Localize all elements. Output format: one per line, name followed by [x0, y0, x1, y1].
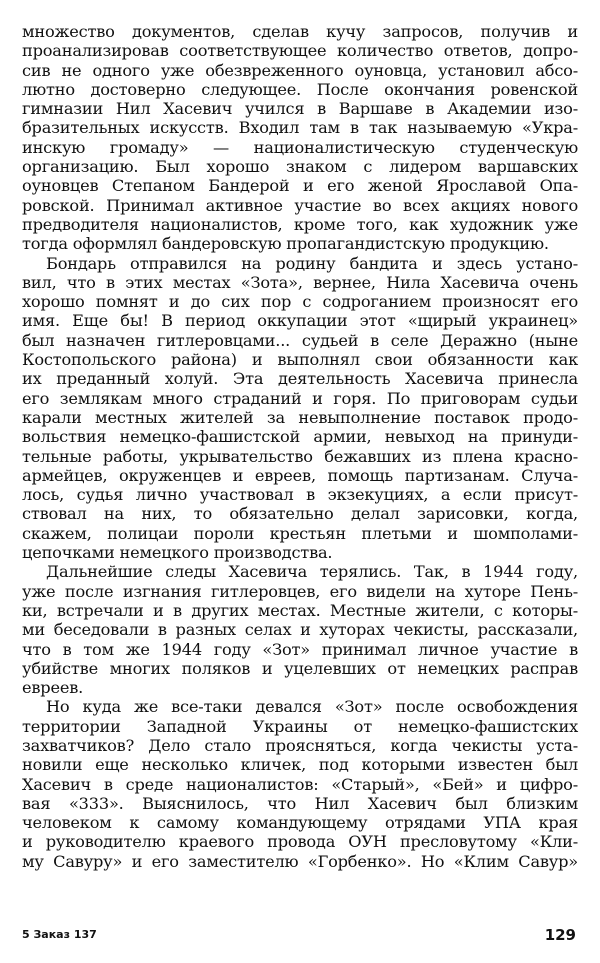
text-line: цепочками немецкого производства.: [22, 543, 333, 563]
text-line: вольствия немецко-фашистской армии, невыход на принуди-: [22, 427, 578, 447]
paragraph: [22, 22, 578, 254]
text-line: новили еще несколько кличек, под которыми известен был: [22, 755, 578, 775]
text-line: му Савуру» и его заместителю «Горбенко». Но «Клим Савур»: [22, 851, 578, 871]
text-line: захватчиков? Дело стало проясняться, когда чекисты уста-: [22, 735, 578, 755]
text-line: имя. Еще бы! В период оккупации этот «щирый украинец»: [22, 311, 578, 331]
text-line: евреев.: [22, 678, 84, 698]
body-text: [22, 22, 578, 871]
text-line: их преданный холуй. Эта деятельность Хасевича принесла: [22, 369, 578, 389]
paragraph: [22, 697, 578, 871]
text-line: проанализировав соответствующее количество ответов, допро-: [22, 41, 578, 61]
text-line: что в том же 1944 году «Зот» принимал личное участие в: [22, 639, 578, 659]
text-line: его землякам много страданий и горя. По приговорам судьи: [22, 388, 578, 408]
text-line: предводителя националистов, кроме того, как художник уже: [22, 214, 578, 234]
text-line: убийстве многих поляков и уцелевших от немецких расправ: [22, 658, 578, 678]
text-line: человеком к самому командующему отрядами УПА края: [22, 813, 578, 833]
text-line: и руководителю краевого провода ОУН пресловутому «Кли-: [22, 832, 578, 852]
text-line: ровской. Принимал активное участие во всех акциях нового: [22, 195, 578, 215]
text-line: Хасевич в среде националистов: «Старый», «Бей» и цифро-: [22, 774, 578, 794]
text-line: армейцев, окруженцев и евреев, помощь партизанам. Случа-: [22, 465, 578, 485]
text-line: вил, что в этих местах «Зота», вернее, Нила Хасевича очень: [22, 272, 578, 292]
text-line: инскую громаду» — националистическую студенческую: [22, 137, 578, 157]
text-line: ствовал на них, то обязательно делал зарисовки, когда,: [22, 504, 578, 524]
text-line: лось, судья лично участвовал в экзекуциях, а если присут-: [22, 485, 578, 505]
text-line: тельные работы, укрывательство бежавших из плена красно-: [22, 446, 578, 466]
text-line: гимназии Нил Хасевич учился в Варшаве в Академии изо-: [22, 99, 578, 119]
text-line: сив не одного уже обезвреженного оуновца, установил абсо-: [22, 60, 578, 80]
paragraph: [22, 254, 578, 563]
page-number: 129: [544, 926, 576, 944]
text-line: Дальнейшие следы Хасевича терялись. Так, в 1944 году,: [46, 562, 578, 582]
text-line: территории Западной Украины от немецко-фашистских: [22, 716, 578, 736]
text-line: хорошо помнят и до сих пор с содроганием произносят его: [22, 292, 578, 312]
text-line: скажем, полицаи пороли крестьян плетьми и шомполами-: [22, 523, 578, 543]
text-line: был назначен гитлеровцами... судьей в селе Деражно (ныне: [22, 330, 578, 350]
text-line: бразительных искусств. Входил там в так называемую «Укра-: [22, 118, 578, 138]
text-line: Но куда же все-таки девался «Зот» после освобождения: [46, 697, 578, 717]
text-line: тогда оформлял бандеровскую пропагандистскую продукцию.: [22, 234, 549, 254]
text-line: множество документов, сделав кучу запросов, получив и: [22, 22, 578, 41]
text-line: уже после изгнания гитлеровцев, его видели на хуторе Пень-: [22, 581, 578, 601]
text-line: организацию. Был хорошо знаком с лидером варшавских: [22, 157, 578, 177]
printer-signature-mark: 5 Заказ 137: [22, 928, 97, 941]
text-line: лютно достоверно следующее. После окончания ровенской: [22, 79, 578, 99]
paragraph: [22, 562, 578, 697]
text-line: Бондарь отправился на родину бандита и здесь устано-: [46, 253, 578, 273]
text-line: ки, встречали и в других местах. Местные жители, с которы-: [22, 600, 578, 620]
text-line: вая «333». Выяснилось, что Нил Хасевич был близким: [22, 793, 578, 813]
text-line: карали местных жителей за невыполнение поставок продо-: [22, 407, 578, 427]
text-line: Костопольского района) и выполнял свои обязанности как: [22, 350, 578, 370]
text-line: оуновцев Степаном Бандерой и его женой Ярославой Опа-: [22, 176, 578, 196]
text-line: ми беседовали в разных селах и хуторах чекисты, рассказали,: [22, 620, 578, 640]
